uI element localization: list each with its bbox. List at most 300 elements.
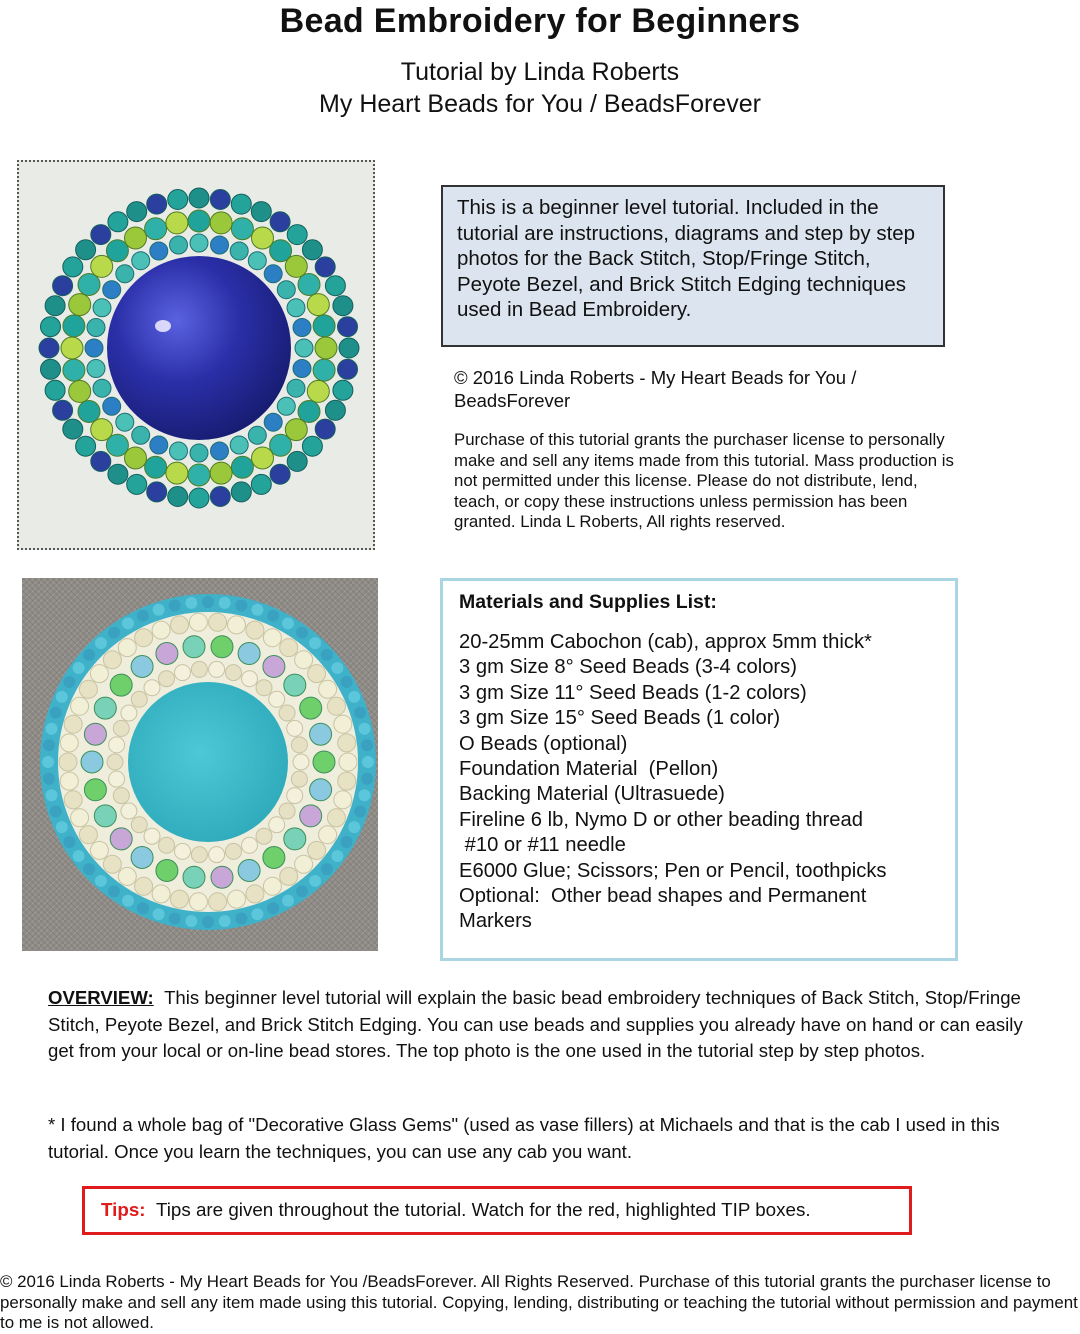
bead — [339, 753, 357, 771]
bead — [331, 662, 343, 674]
blue-cabochon — [107, 256, 291, 440]
bead — [295, 339, 313, 357]
bead — [153, 604, 165, 616]
bead — [263, 877, 281, 895]
bead — [108, 464, 128, 484]
bead — [339, 338, 359, 358]
bead — [270, 212, 290, 232]
bead — [169, 913, 181, 925]
bead — [338, 772, 356, 790]
bead — [263, 629, 281, 647]
footnote: * I found a whole bag of "Decorative Glass Gems" (used as vase fillers) at Michaels and that is the cab I used in this tutorial. Once you learn the techniques, you can use any cab you want. — [48, 1114, 1000, 1162]
bead — [315, 337, 337, 359]
bead — [94, 697, 116, 719]
overview-label: OVERVIEW: — [48, 987, 154, 1008]
bead — [341, 836, 353, 848]
bead — [256, 828, 272, 844]
bead — [334, 715, 352, 733]
bead — [91, 225, 111, 245]
bead — [159, 671, 175, 687]
bead — [284, 674, 306, 696]
bead — [228, 616, 246, 634]
bead — [169, 600, 181, 612]
bead — [189, 613, 207, 631]
bead — [209, 613, 227, 631]
intro-text: This is a beginner level tutorial. Included in the tutorial are instructions, diagrams and step by step photos for the Back Stitch, Stop/Fringe Stitch, Peyote Bezel, and Brick Stitch Edging techniques used in Bead Embroidery. — [457, 196, 916, 321]
bead — [211, 636, 233, 658]
bead — [348, 821, 360, 833]
bead — [300, 805, 322, 827]
bead — [209, 847, 225, 863]
bead — [291, 771, 307, 787]
bead — [298, 274, 320, 296]
bead — [298, 401, 320, 423]
bead — [210, 190, 230, 210]
bead — [125, 227, 147, 249]
bead — [53, 276, 73, 296]
bead — [302, 436, 322, 456]
bead — [50, 805, 62, 817]
list-item: Foundation Material (Pellon) — [459, 758, 719, 781]
bead — [310, 779, 332, 801]
bead — [127, 202, 147, 222]
bead — [53, 400, 73, 420]
bead — [267, 902, 279, 914]
bead — [145, 218, 167, 240]
cabochon-highlight — [155, 320, 171, 332]
bead — [287, 788, 303, 804]
bead — [76, 240, 96, 260]
bead — [307, 380, 329, 402]
bead — [83, 863, 95, 875]
bead — [202, 916, 214, 928]
bead — [132, 252, 150, 270]
bead — [170, 442, 188, 460]
bead — [78, 274, 100, 296]
bead — [333, 296, 353, 316]
bead — [63, 359, 85, 381]
bead — [359, 789, 371, 801]
bead — [263, 656, 285, 678]
bead — [338, 734, 356, 752]
bead — [131, 691, 147, 707]
bead — [361, 739, 373, 751]
bead — [91, 419, 113, 441]
list-item: 3 gm Size 15° Seed Beads (1 color) — [459, 707, 781, 730]
bead — [64, 715, 82, 733]
list-item: O Beads (optional) — [459, 732, 628, 755]
brand-line: My Heart Beads for You / BeadsForever — [319, 90, 761, 118]
bead — [190, 234, 208, 252]
bead — [78, 401, 100, 423]
bead — [231, 482, 251, 502]
bead — [150, 436, 168, 454]
bead — [87, 319, 105, 337]
bead — [60, 734, 78, 752]
bead — [242, 671, 258, 687]
bead — [170, 236, 188, 254]
bead — [189, 893, 207, 911]
bead — [183, 636, 205, 658]
bead — [315, 419, 335, 439]
bead — [110, 828, 132, 850]
bead — [127, 474, 147, 494]
bead — [110, 674, 132, 696]
bead — [185, 915, 197, 927]
bead — [41, 359, 61, 379]
bead — [166, 212, 188, 234]
bead — [279, 705, 295, 721]
list-item: Backing Material (Ultrasuede) — [459, 783, 725, 806]
bead — [209, 661, 225, 677]
bead — [41, 317, 61, 337]
bead — [210, 487, 230, 507]
bead — [152, 885, 170, 903]
bead — [171, 616, 189, 634]
bead — [103, 651, 121, 669]
bead — [321, 863, 333, 875]
bead — [313, 315, 335, 337]
bead — [93, 299, 111, 317]
overview-paragraph — [48, 985, 1023, 1065]
bead — [287, 379, 305, 397]
bead — [282, 895, 294, 907]
bead — [106, 240, 128, 262]
bead — [226, 843, 242, 859]
bead — [307, 294, 329, 316]
footer-copyright: © 2016 Linda Roberts - My Heart Beads for You /BeadsForever. All Rights Reserved. Purchase of this tutorial grants the purchaser license to personally make and sell any item made using this tutorial. Copying, lending, distributing or teaching the tutorial without permission and payment to me is not allowed. — [0, 1272, 1078, 1333]
bead — [61, 337, 83, 359]
bead — [188, 210, 210, 232]
bead — [210, 212, 232, 234]
bead — [56, 821, 68, 833]
bead — [308, 841, 326, 859]
bead — [79, 680, 97, 698]
bead — [284, 828, 306, 850]
bead — [248, 252, 266, 270]
bead — [251, 604, 263, 616]
bead — [325, 400, 345, 420]
bead — [295, 651, 313, 669]
bead — [63, 419, 83, 439]
bead — [71, 809, 89, 827]
bead — [333, 380, 353, 400]
bead — [291, 737, 307, 753]
bead — [246, 885, 264, 903]
list-item: #10 or #11 needle — [459, 834, 626, 857]
bead — [279, 803, 295, 819]
bead — [166, 462, 188, 484]
bead — [60, 772, 78, 790]
bead — [211, 236, 229, 254]
bead — [211, 866, 233, 888]
bead — [108, 885, 120, 897]
bead — [331, 850, 343, 862]
bead — [83, 649, 95, 661]
bead — [122, 895, 134, 907]
bead — [230, 242, 248, 260]
bead — [327, 697, 345, 715]
bead — [63, 676, 75, 688]
bead — [46, 789, 58, 801]
bead — [46, 723, 58, 735]
list-item: Fireline 6 lb, Nymo D or other beading thread — [459, 808, 863, 831]
bead — [71, 697, 89, 715]
bead — [63, 257, 83, 277]
bead — [293, 754, 309, 770]
bead — [270, 434, 292, 456]
bead — [338, 359, 358, 379]
bead — [308, 665, 326, 683]
bead — [309, 637, 321, 649]
list-item: 20-25mm Cabochon (cab), approx 5mm thick* — [459, 631, 872, 653]
bead — [188, 464, 210, 486]
bead — [132, 426, 150, 444]
bead — [285, 255, 307, 277]
bead — [118, 867, 136, 885]
bead — [93, 379, 111, 397]
materials-box — [440, 578, 958, 961]
bead — [219, 597, 231, 609]
list-item: Markers — [459, 910, 532, 933]
bead — [135, 629, 153, 647]
bead — [63, 836, 75, 848]
bead — [219, 915, 231, 927]
bead — [113, 720, 129, 736]
materials-list — [459, 630, 939, 935]
bead — [90, 665, 108, 683]
license-text: Purchase of this tutorial grants the purchaser license to personally make and sell any items made from this tutorial. Mass production is not permitted under this license. Please do not distribute, lend, teach, or copy these instructions unless permission has been granted. Linda L Roberts, All rights reserved. — [454, 430, 954, 532]
bead — [91, 451, 111, 471]
bead — [107, 754, 123, 770]
bead — [267, 610, 279, 622]
bead — [153, 908, 165, 920]
turquoise-cabochon-photo — [22, 578, 378, 951]
bead — [202, 596, 214, 608]
bead — [315, 257, 335, 277]
bead — [45, 380, 65, 400]
bead — [280, 867, 298, 885]
bead — [108, 212, 128, 232]
bead — [131, 817, 147, 833]
bead — [302, 240, 322, 260]
bead — [309, 875, 321, 887]
tips-label: Tips: — [101, 1199, 146, 1220]
tips-text: Tips are given throughout the tutorial. Watch for the red, highlighted TIP boxes. — [155, 1199, 811, 1220]
bead — [79, 826, 97, 844]
bead — [122, 617, 134, 629]
bead — [50, 707, 62, 719]
bead — [282, 617, 294, 629]
bead — [230, 436, 248, 454]
bead — [338, 317, 358, 337]
bead — [113, 788, 129, 804]
bead — [293, 360, 311, 378]
bead — [171, 890, 189, 908]
bead — [150, 242, 168, 260]
bead — [73, 850, 85, 862]
bead — [228, 890, 246, 908]
bead — [43, 773, 55, 785]
bead — [270, 464, 290, 484]
bead — [354, 805, 366, 817]
bead — [59, 753, 77, 771]
bead — [242, 837, 258, 853]
bead — [313, 359, 335, 381]
bead — [103, 281, 121, 299]
bead — [238, 860, 260, 882]
bead — [354, 707, 366, 719]
bead — [64, 791, 82, 809]
bead — [90, 841, 108, 859]
bead — [269, 817, 285, 833]
bead — [183, 866, 205, 888]
bead — [319, 826, 337, 844]
overview-text: This beginner level tutorial will explain the basic bead embroidery techniques of Back Stitch, Stop/Fringe Stitch, Peyote Bezel, and Brick Stitch Edging. You can use beads and supplies you already have on hand or can easily get from your local or on-line bead stores. The top photo is the one used in the tutorial step by step photos. — [48, 987, 1023, 1061]
bead — [300, 697, 322, 719]
bead — [189, 188, 209, 208]
bead — [191, 661, 207, 677]
bead — [39, 338, 59, 358]
bead — [277, 281, 295, 299]
bead — [145, 456, 167, 478]
bead — [121, 803, 137, 819]
bead — [287, 720, 303, 736]
list-item: 3 gm Size 8° Seed Beads (3-4 colors) — [459, 656, 797, 679]
bead — [156, 860, 178, 882]
bead — [109, 771, 125, 787]
bead — [248, 426, 266, 444]
bead — [235, 600, 247, 612]
bead — [95, 637, 107, 649]
bead — [231, 194, 251, 214]
bead — [341, 676, 353, 688]
bead — [56, 691, 68, 703]
bead — [109, 737, 125, 753]
bead — [359, 723, 371, 735]
bead — [251, 474, 271, 494]
bead — [293, 319, 311, 337]
bead — [103, 397, 121, 415]
bead — [231, 456, 253, 478]
bead — [63, 315, 85, 337]
bead — [175, 665, 191, 681]
bead — [287, 451, 307, 471]
bead — [252, 227, 274, 249]
bead — [125, 447, 147, 469]
bead — [296, 885, 308, 897]
page-title: Bead Embroidery for Beginners — [279, 2, 801, 40]
bead — [269, 691, 285, 707]
bead — [76, 436, 96, 456]
bead — [287, 299, 305, 317]
bead — [211, 442, 229, 460]
tips-box — [82, 1186, 912, 1235]
bead — [45, 296, 65, 316]
bead — [103, 855, 121, 873]
list-item: E6000 Glue; Scissors; Pen or Pencil, toothpicks — [459, 859, 887, 882]
bead — [152, 621, 170, 639]
bead — [252, 447, 274, 469]
bead — [231, 218, 253, 240]
bead — [321, 649, 333, 661]
bead — [84, 779, 106, 801]
bead — [156, 643, 178, 665]
intro-box — [441, 185, 945, 347]
bead — [185, 597, 197, 609]
bead — [137, 610, 149, 622]
bead — [348, 691, 360, 703]
bead — [116, 265, 134, 283]
bead — [210, 462, 232, 484]
bead — [246, 621, 264, 639]
bead — [334, 791, 352, 809]
bead — [159, 837, 175, 853]
bead — [84, 723, 106, 745]
bead — [135, 877, 153, 895]
bead — [319, 680, 337, 698]
bead — [94, 805, 116, 827]
bead — [175, 843, 191, 859]
bead — [69, 294, 91, 316]
list-item: Optional: Other bead shapes and Permanent — [459, 885, 867, 908]
blue-cabochon-photo — [17, 160, 375, 550]
bead — [264, 265, 282, 283]
bead — [226, 665, 242, 681]
bead — [42, 756, 54, 768]
bead — [263, 847, 285, 869]
bead — [235, 913, 247, 925]
bead — [264, 413, 282, 431]
bead — [87, 360, 105, 378]
bead — [277, 397, 295, 415]
bead — [131, 847, 153, 869]
bead — [251, 908, 263, 920]
bead — [69, 380, 91, 402]
bead — [362, 756, 374, 768]
bead — [121, 705, 137, 721]
bead — [287, 225, 307, 245]
bead — [168, 190, 188, 210]
bead — [310, 723, 332, 745]
bead — [147, 194, 167, 214]
bead — [144, 828, 160, 844]
bead — [43, 739, 55, 751]
bead — [325, 276, 345, 296]
bead — [191, 847, 207, 863]
turquoise-cabochon — [128, 682, 288, 842]
bead — [118, 639, 136, 657]
bead — [131, 656, 153, 678]
bead — [73, 662, 85, 674]
bead — [108, 627, 120, 639]
bead — [313, 751, 335, 773]
copyright-notice: © 2016 Linda Roberts - My Heart Beads for You / BeadsForever — [454, 367, 857, 411]
bead — [116, 413, 134, 431]
bead — [144, 680, 160, 696]
bead — [256, 680, 272, 696]
bead — [190, 444, 208, 462]
bead — [238, 643, 260, 665]
bead — [327, 809, 345, 827]
bead — [168, 487, 188, 507]
bead — [280, 639, 298, 657]
list-item: 3 gm Size 11° Seed Beads (1-2 colors) — [459, 681, 807, 704]
bead — [137, 902, 149, 914]
bead — [209, 893, 227, 911]
bead — [85, 339, 103, 357]
author-line: Tutorial by Linda Roberts — [400, 58, 680, 86]
